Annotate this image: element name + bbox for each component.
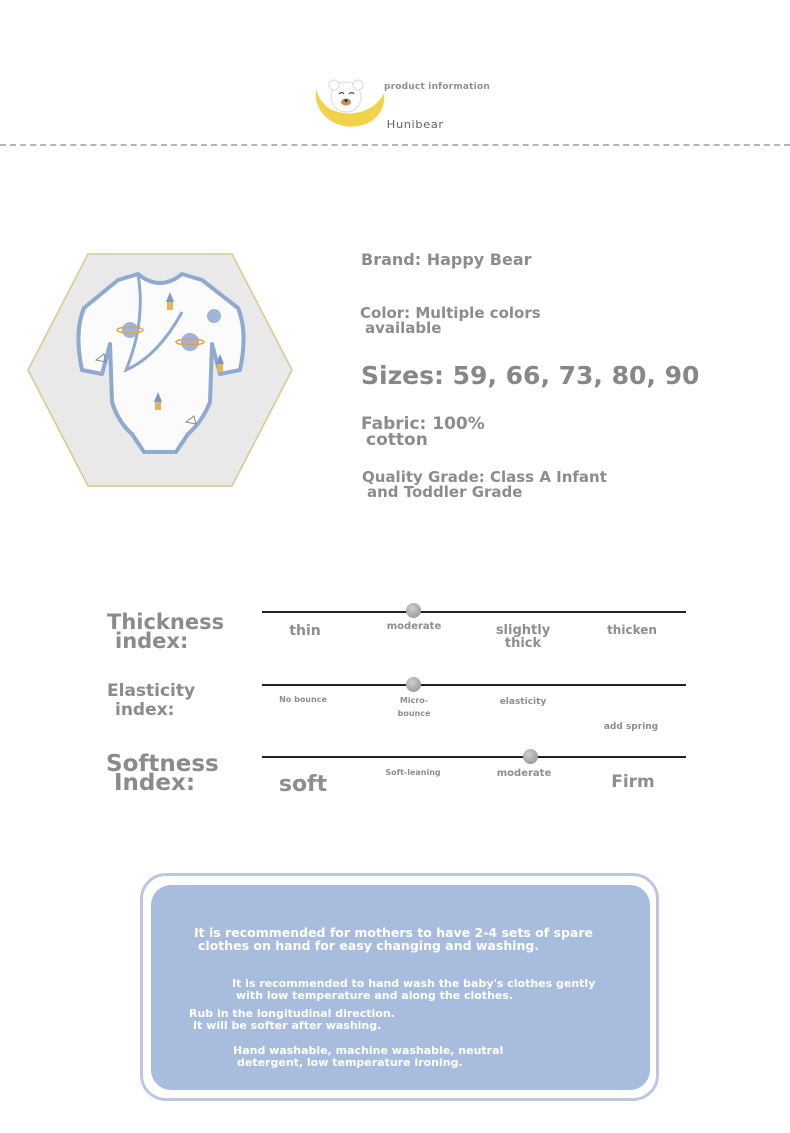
thickness-level-thin: thin (289, 623, 321, 639)
elasticity-level-no-bounce: No bounce (279, 695, 327, 704)
dashed-divider (0, 144, 790, 146)
elasticity-indicator (406, 677, 421, 692)
elasticity-scale-line (262, 684, 686, 686)
softness-level-soft-leaning: Soft-leaning (385, 768, 441, 777)
elasticity-level-micro-bounce: Micro-bounce (397, 696, 431, 718)
thickness-scale-line (262, 611, 686, 613)
onesie-image (26, 252, 294, 488)
thickness-level-slightly-thick: slightly thick (495, 623, 551, 651)
elasticity-level-add-spring: add spring (603, 722, 659, 732)
care-tip: Rub in the longitudinal direction. It will be softer after washing. (189, 1007, 395, 1032)
care-tip: It is recommended to hand wash the baby's clothes gently with low temperature and along the clothes. (232, 977, 596, 1002)
softness-scale-line (262, 756, 686, 758)
header-label: product information (384, 82, 490, 92)
softness-level-soft: soft (278, 772, 328, 797)
elasticity-level-elasticity: elasticity (499, 697, 547, 707)
softness-level-firm: Firm (611, 772, 655, 792)
page-header (0, 0, 790, 150)
thickness-index-title: Thickness index: (107, 610, 225, 653)
brand-wordmark: Hunibear (386, 118, 444, 131)
care-tip: Hand washable, machine washable, neutral detergent, low temperature ironing. (233, 1044, 504, 1069)
spec-brand: Brand: Happy Bear (361, 250, 532, 269)
softness-indicator (523, 749, 538, 764)
care-tip: It is recommended for mothers to have 2-4 sets of spare clothes on hand for easy changing and washing. (194, 925, 593, 953)
spec-fabric: Fabric: 100% cotton (361, 414, 485, 450)
softness-index-title: Softness Index: (106, 751, 219, 796)
elasticity-index-title: Elasticity index: (107, 681, 196, 720)
thickness-level-moderate: moderate (386, 621, 442, 632)
spec-quality: Quality Grade: Class A Infant and Toddler Grade (362, 468, 607, 501)
spec-color: Color: Multiple colors available (360, 304, 541, 337)
spec-sizes: Sizes: 59, 66, 73, 80, 90 (361, 361, 700, 390)
bear-moon-logo-icon (310, 75, 386, 131)
softness-level-moderate: moderate (496, 768, 552, 779)
product-image (26, 252, 294, 488)
thickness-indicator (406, 603, 421, 618)
thickness-level-thicken: thicken (607, 623, 657, 637)
